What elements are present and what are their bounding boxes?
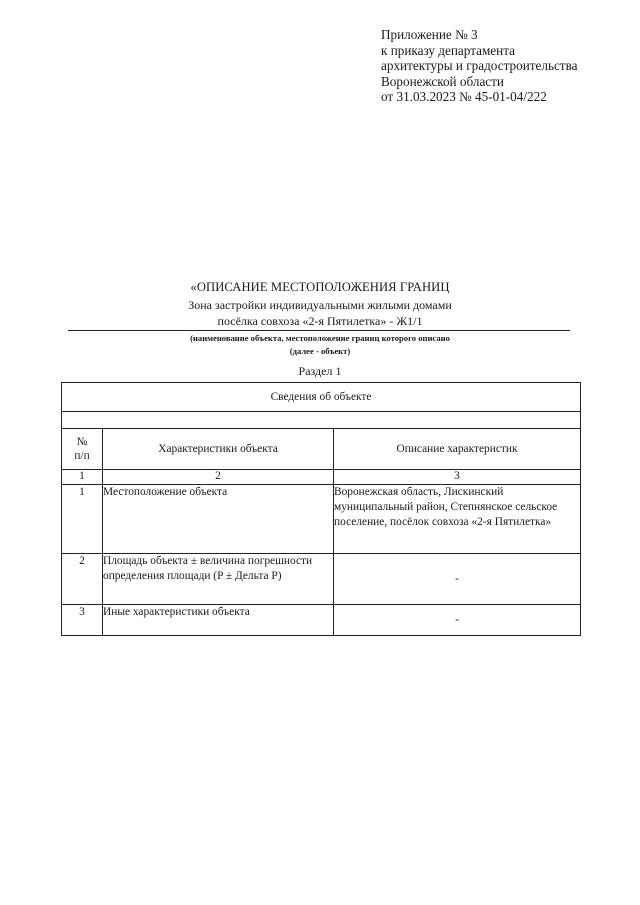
- column-number: 2: [103, 470, 334, 485]
- row-num: 3: [62, 605, 103, 636]
- row-characteristic: Местоположение объекта: [103, 485, 334, 554]
- appendix-line: от 31.03.2023 № 45-01-04/222: [381, 89, 547, 105]
- table-row: [62, 485, 581, 554]
- column-number: 1: [62, 470, 103, 485]
- section-title: Раздел 1: [298, 364, 342, 378]
- row-characteristic: Иные характеристики объекта: [103, 605, 334, 636]
- table-row: [62, 605, 581, 636]
- object-info-table: [61, 382, 581, 636]
- table-caption: Сведения об объекте: [62, 383, 581, 412]
- table-spacer-row: [62, 412, 581, 429]
- zone-name-line1: Зона застройки индивидуальными жилыми домами: [188, 298, 452, 312]
- table-row: [62, 554, 581, 605]
- header-num: [62, 429, 103, 470]
- header-num-text: № п/п: [74, 436, 90, 462]
- row-description: Воронежская область, Лискинский муниципальный район, Степнянское сельское поселение, посёлок совхоза «2-я Пятилетка»: [334, 485, 581, 554]
- row-description: -: [334, 554, 581, 605]
- header-characteristic: Характеристики объекта: [103, 429, 334, 470]
- row-num: 1: [62, 485, 103, 554]
- object-note-line1: (наименование объекта, местоположение границ которого описано: [190, 333, 450, 343]
- column-number: 3: [334, 470, 581, 485]
- header-description: Описание характеристик: [334, 429, 581, 470]
- zone-name-line2: посёлка совхоза «2-я Пятилетка» - Ж1/1: [217, 314, 423, 328]
- appendix-line: к приказу департамента: [381, 42, 515, 58]
- title-underline: [68, 330, 570, 331]
- row-num: 2: [62, 554, 103, 605]
- appendix-line: Приложение № 3: [381, 27, 478, 42]
- row-description: -: [334, 605, 581, 636]
- appendix-line: архитектуры и градостроительства: [381, 58, 578, 74]
- document-heading: [60, 0, 580, 400]
- document-title: «ОПИСАНИЕ МЕСТОПОЛОЖЕНИЯ ГРАНИЦ: [190, 280, 450, 294]
- row-characteristic: Площадь объекта ± величина погрешности определения площади (P ± Дельта P): [103, 554, 334, 605]
- column-number-row: [62, 470, 581, 485]
- object-note-line2: (далее - объект): [289, 346, 351, 356]
- appendix-line: Воронежской области: [381, 73, 504, 89]
- table-header-row: [62, 429, 581, 470]
